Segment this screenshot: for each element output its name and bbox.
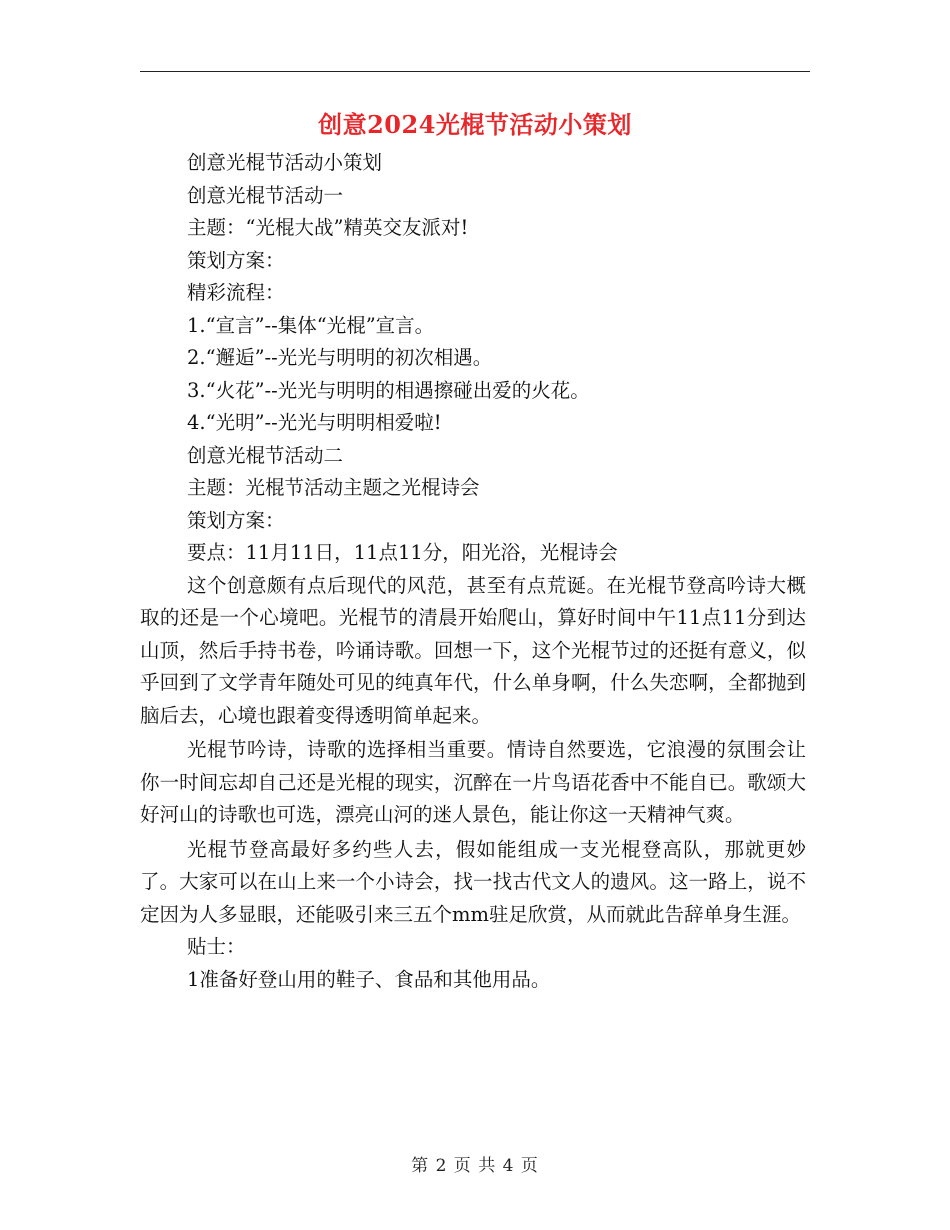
page-footer: 第 2 页 共 4 页 — [411, 1156, 539, 1176]
paragraph: 光棍节登高最好多约些人去，假如能组成一支光棍登高队，那就更妙了。大家可以在山上来一个小诗会，找一找古代文人的遗风。这一路上，说不定因为人多显眼，还能吸引来三五个mm驻足欣赏，从而就此告辞单身生涯。 — [140, 837, 806, 926]
text-line: 创意光棍节活动小策划 — [187, 151, 383, 174]
paragraph: 光棍节吟诗，诗歌的选择相当重要。情诗自然要选，它浪漫的氛围会让你一时间忘却自己还是光棍的现实，沉醉在一片鸟语花香中不能自已。歌颂大好河山的诗歌也可选，漂亮山河的迷人景色，能让你这一天精神气爽。 — [140, 738, 806, 826]
document-title: 创意2024光棍节活动小策划 — [318, 110, 632, 139]
text-line: 策划方案： — [187, 508, 285, 532]
text-line: 创意光棍节活动二 — [187, 443, 344, 467]
list-item: 1.“宣言”--集体“光棍”宣言。 — [187, 313, 435, 337]
text-line: 贴士： — [187, 935, 246, 958]
text-line: 主题：“光棍大战”精英交友派对! — [187, 216, 469, 239]
text-line: 1准备好登山用的鞋子、食品和其他用品。 — [187, 967, 551, 991]
list-item: 3.“火花”--光光与明明的相遇擦碰出爱的火花。 — [187, 378, 590, 402]
text-line: 策划方案： — [187, 248, 285, 272]
paragraph: 这个创意颇有点后现代的风范，甚至有点荒诞。在光棍节登高吟诗大概取的还是一个心境吧。光棍节的清晨开始爬山，算好时间中午11点11分到达山顶，然后手持书卷，吟诵诗歌。回想一下，这个光棍节过的还挺有意义，似乎回到了文学青年随处可见的纯真年代，什么单身啊，什么失恋啊，全都抛到脑后去，心境也跟着变得透明简单起来。 — [140, 573, 806, 727]
list-item: 2.“邂逅”--光光与明明的初次相遇。 — [187, 346, 493, 369]
text-line: 要点：11月11日，11点11分，阳光浴，光棍诗会 — [187, 541, 618, 564]
document-body — [140, 147, 806, 996]
text-line: 创意光棍节活动一 — [187, 183, 344, 207]
text-line: 精彩流程： — [187, 281, 285, 304]
text-line: 主题：光棍节活动主题之光棍诗会 — [187, 476, 480, 499]
header-rule — [140, 71, 810, 72]
list-item: 4.“光明”--光光与明明相爱啦! — [187, 411, 442, 434]
